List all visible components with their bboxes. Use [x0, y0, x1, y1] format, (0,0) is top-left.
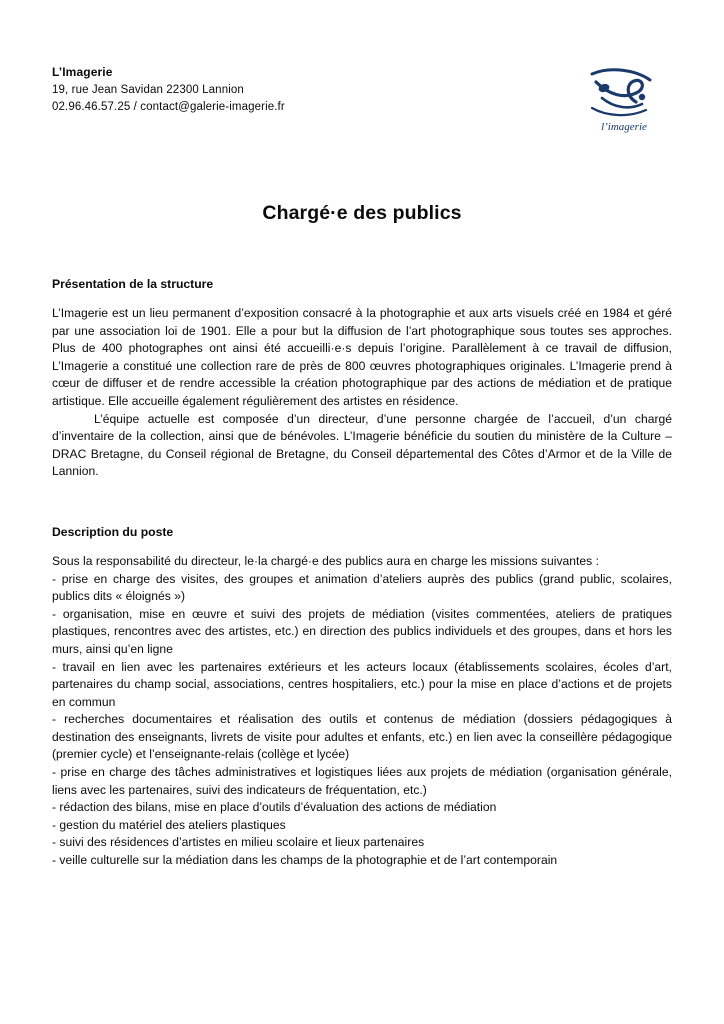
mission-item: - prise en charge des visites, des groupes et animation d’ateliers auprès des publics (grand public, scolaires, publics dits « éloignés ») [52, 571, 672, 604]
mission-item: - gestion du matériel des ateliers plastiques [52, 817, 286, 832]
section-heading-presentation: Présentation de la structure [52, 277, 214, 291]
organization-contact: 02.96.46.57.25 / contact@galerie-imagerie.fr [52, 101, 285, 114]
page-title: Chargé·e des publics [262, 202, 462, 224]
section-presentation [52, 277, 672, 481]
mission-item: - recherches documentaires et réalisation des outils et contenus de médiation (dossiers pédagogiques à destination des enseignants, livrets de visite pour adultes et enfants, etc.) en lien avec la conseillère pédagogique (premier cycle) et l’enseignante-relais (collège et lycée) [52, 712, 672, 762]
poste-body [52, 553, 672, 870]
presentation-body [52, 305, 672, 481]
mission-item: - veille culturelle sur la médiation dans les champs de la photographie et de l’art contemporain [52, 853, 558, 868]
svg-text:l’imagerie: l’imagerie [601, 121, 647, 133]
mission-item: - travail en lien avec les partenaires extérieurs et les acteurs locaux (établissements scolaires, écoles d’art, partenaires du champ social, associations, centres hospitaliers, etc.) pour la mise en place d’actions et de projets en commun [52, 659, 672, 709]
presentation-paragraph-1: L’Imagerie est un lieu permanent d’exposition consacré à la photographie et aux arts visuels créé en 1984 et géré par une association loi de 1901. Elle a pour but la diffusion de l’art photographique sous toutes ses approches. Plus de 400 photographes ont ainsi été accueilli·e·s depuis l’origine. Parallèlement à ce travail de diffusion, L’Imagerie a constitué une collection rare de près de 800 œuvres photographiques originales. L’Imagerie prend à cœur de diffuser et de rendre accessible la création photographique par des actions de médiation et de pratique artistique. Elle accueille également régulièrement des artistes en résidence. [52, 306, 672, 408]
organization-name: L’Imagerie [52, 65, 113, 79]
imagerie-logo [580, 64, 666, 144]
section-heading-poste: Description du poste [52, 524, 174, 539]
mission-item: - prise en charge des tâches administratives et logistiques liées aux projets de médiation (organisation générale, liens avec les partenaires, suivi des indicateurs de fréquentation, etc.) [52, 765, 672, 797]
mission-item: - rédaction des bilans, mise en place d’outils d’évaluation des actions de médiation [52, 800, 497, 815]
organization-address: 19, rue Jean Savidan 22300 Lannion [52, 84, 244, 97]
document-header [52, 64, 672, 144]
mission-item: - organisation, mise en œuvre et suivi des projets de médiation (visites commentées, ateliers de pratiques plastiques, rencontres avec des artistes, etc.) en direction des publics individuels et des groupes, dans et hors les murs, ainsi qu’en ligne [52, 606, 672, 656]
mission-item: - suivi des résidences d’artistes en milieu scolaire et lieux partenaires [52, 835, 425, 850]
presentation-paragraph-2: L’équipe actuelle est composée d’un directeur, d’une personne chargée de l’accueil, d’un chargé d’inventaire de la collection, ainsi que de bénévoles. L’Imagerie bénéficie du soutien du ministère de la Culture – DRAC Bretagne, du Conseil régional de Bretagne, du Conseil départemental des Côtes d’Armor et de la Ville de Lannion. [52, 411, 672, 479]
poste-intro: Sous la responsabilité du directeur, le·la chargé·e des publics aura en charge les missions suivantes : [52, 553, 600, 568]
section-poste [52, 525, 672, 870]
organization-info [52, 64, 285, 116]
